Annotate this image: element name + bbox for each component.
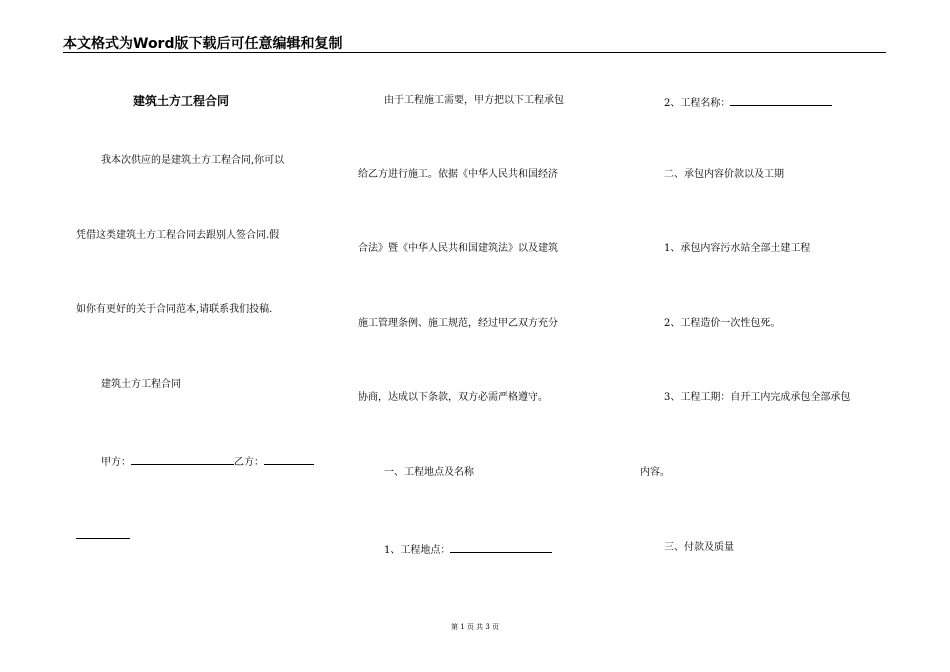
project-name-line: [664, 94, 832, 111]
intro-line-3: 如你有更好的关于合同范本,请联系我们投稿.: [76, 304, 273, 315]
body-line-4: 施工管理条例、施工规范，经过甲乙双方充分: [358, 318, 558, 329]
party-a-blank: [131, 453, 234, 465]
party-b-label: 乙方：: [234, 457, 264, 468]
contract-item-3: 3、工程工期：自开工内完成承包全部承包: [664, 392, 851, 403]
body-line-1: 由于工程施工需要，甲方把以下工程承包: [384, 95, 564, 106]
party-b-blank: [264, 453, 314, 465]
body-line-5: 协商，达成以下条款，双方必需严格遵守。: [358, 392, 548, 403]
project-name-label: 2、工程名称：: [664, 98, 731, 109]
party-line: [101, 453, 314, 470]
section-1-heading: 一、工程地点及名称: [384, 467, 474, 478]
project-location-line: [384, 541, 552, 558]
document-title: 建筑土方工程合同: [133, 94, 230, 108]
section-2-heading: 二、承包内容价款以及工期: [664, 169, 784, 180]
project-name-blank: [730, 94, 832, 106]
body-line-2: 给乙方进行施工。依据《中华人民共和国经济: [358, 169, 558, 180]
contract-item-1: 1、承包内容污水站全部土建工程: [664, 243, 811, 254]
contract-subtitle: 建筑土方工程合同: [101, 379, 181, 390]
header-divider: [63, 52, 886, 53]
page-header: 本文格式为Word版下载后可任意编辑和复制: [63, 36, 343, 52]
intro-line-1: 我本次供应的是建筑土方工程合同,你可以: [101, 155, 285, 166]
project-location-blank: [450, 541, 552, 553]
party-a-label: 甲方：: [101, 457, 131, 468]
contract-item-3-continued: 内容。: [640, 467, 670, 478]
body-line-3: 合法》暨《中华人民共和国建筑法》以及建筑: [358, 243, 558, 254]
contract-item-2: 2、工程造价一次性包死。: [664, 318, 781, 329]
section-3-heading: 三、付款及质量: [664, 542, 734, 553]
intro-line-2: 凭借这类建筑土方工程合同去跟别人签合同.假: [76, 230, 280, 241]
page-number: 第 1 页 共 3 页: [450, 623, 500, 631]
party-b-blank-continued: [76, 527, 130, 544]
project-location-label: 1、工程地点：: [384, 545, 451, 556]
